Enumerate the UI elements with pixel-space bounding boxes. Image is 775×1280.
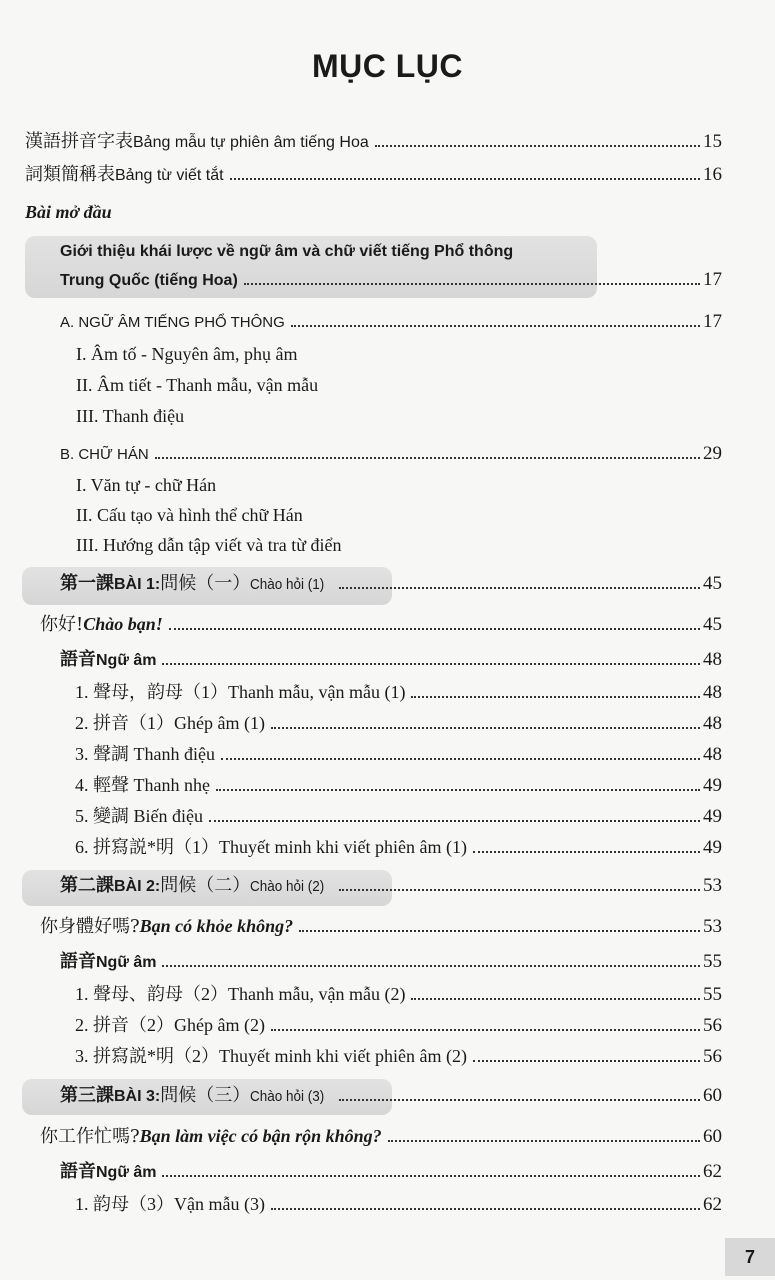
toc-entry-text: 語音	[60, 951, 96, 972]
toc-entry-text: 漢語拼音字表	[25, 131, 133, 152]
toc-entry	[76, 502, 303, 528]
dot-leader	[299, 930, 700, 932]
dot-leader	[375, 145, 700, 147]
toc-entry	[76, 472, 216, 498]
toc-entry-text: Bảng từ viết tắt	[115, 167, 224, 184]
toc-page-number: 29	[703, 443, 722, 464]
page-title: MỤC LỤC	[311, 48, 464, 84]
toc-entry-text: BÀI 2:	[114, 878, 161, 895]
toc-entry	[60, 1083, 722, 1109]
toc-entry-text: 2. 拼音（2）Ghép âm (2)	[75, 1015, 265, 1035]
dot-leader	[221, 758, 700, 760]
toc-entry	[75, 803, 722, 829]
page-number: 7	[725, 1238, 775, 1276]
toc-entry	[75, 1043, 722, 1069]
toc-entry-text: Chào bạn!	[83, 614, 163, 634]
toc-entry-text: Chào hỏi (1)	[250, 576, 325, 593]
toc-entry	[75, 981, 722, 1007]
toc-entry-text: 4. 輕聲 Thanh nhẹ	[75, 775, 210, 795]
toc-entry-text: Bạn làm việc có bận rộn không?	[139, 1126, 382, 1146]
dot-leader	[162, 965, 700, 967]
toc-page-number: 62	[703, 1161, 722, 1182]
toc-entry-text: I. Âm tố - Nguyên âm, phụ âm	[76, 344, 298, 364]
toc-entry-text: 5. 變調 Biến điệu	[75, 806, 203, 826]
toc-entry-text: A. NGỮ ÂM TIẾNG PHỔ THÔNG	[60, 314, 285, 331]
toc-entry	[75, 1191, 722, 1217]
toc-entry-text: II. Âm tiết - Thanh mẫu, vận mẫu	[76, 375, 319, 395]
toc-entry-text: 第三課	[60, 1085, 114, 1106]
toc-page-number: 48	[703, 713, 722, 734]
toc-page-number: 56	[703, 1046, 722, 1067]
toc-entry-text: Trung Quốc (tiếng Hoa)	[60, 272, 238, 289]
intro-heading: Bài mở đầu	[25, 202, 112, 222]
toc-entry-text: Chào hỏi (3)	[250, 1088, 325, 1105]
toc-page-number: 53	[703, 916, 722, 937]
toc-entry	[60, 1159, 722, 1185]
toc-page-number: 62	[703, 1194, 722, 1215]
toc-page-number: 16	[703, 164, 722, 185]
toc-entry-text: 2. 拼音（1）Ghép âm (1)	[75, 713, 265, 733]
toc-entry	[76, 341, 297, 367]
toc-entry-text: Ngữ âm	[96, 954, 157, 971]
dot-leader	[169, 628, 700, 630]
toc-page-number: 49	[703, 837, 722, 858]
dot-leader	[473, 1060, 700, 1062]
toc-entry-text: 問候（三）	[160, 1085, 251, 1106]
toc-entry	[75, 1012, 722, 1038]
toc-entry	[76, 403, 184, 429]
dot-leader	[162, 663, 700, 665]
toc-entry-text: Chào hỏi (2)	[250, 878, 325, 895]
dot-leader	[411, 998, 700, 1000]
toc-entry-text: Bạn có khỏe không?	[139, 916, 294, 936]
toc-page-number: 48	[703, 744, 722, 765]
toc-page-number: 17	[703, 311, 722, 332]
toc-entry-text: Bảng mẫu tự phiên âm tiếng Hoa	[133, 134, 369, 151]
toc-entry-text: 你身體好嗎?	[40, 916, 140, 937]
toc-entry-text: 語音	[60, 649, 96, 670]
toc-entry-text: I. Văn tự - chữ Hán	[76, 475, 217, 495]
toc-entry-text: 3. 聲調 Thanh điệu	[75, 744, 215, 764]
toc-page-number: 45	[703, 614, 722, 635]
toc-entry	[25, 129, 722, 155]
toc-entry	[60, 873, 722, 899]
dot-leader	[155, 457, 700, 459]
toc-entry	[60, 267, 722, 293]
toc-page-number: 17	[703, 269, 722, 290]
toc-entry	[75, 772, 722, 798]
toc-entry-text: 你工作忙嗎?	[40, 1126, 140, 1147]
toc-entry	[40, 1123, 722, 1149]
toc-entry-text: Ngữ âm	[96, 652, 157, 669]
toc-entry-text: 1. 聲母，韵母（1）Thanh mẫu, vận mẫu (1)	[75, 682, 406, 702]
toc-page-number: 15	[703, 131, 722, 152]
toc-entry-text: II. Cấu tạo và hình thể chữ Hán	[76, 505, 303, 525]
toc-entry	[60, 949, 722, 975]
toc-entry	[60, 647, 722, 673]
dot-leader	[244, 283, 700, 285]
toc-page-number: 60	[703, 1085, 722, 1106]
toc-entry-text: 第二課	[60, 875, 114, 896]
dot-leader	[339, 889, 700, 891]
dot-leader	[162, 1175, 700, 1177]
dot-leader	[216, 789, 700, 791]
toc-entry-text: 語音	[60, 1161, 96, 1182]
toc-entry	[75, 679, 722, 705]
dot-leader	[339, 1099, 700, 1101]
dot-leader	[271, 727, 700, 729]
toc-entry	[60, 309, 722, 335]
toc-entry	[75, 710, 722, 736]
toc-page-number: 48	[703, 649, 722, 670]
toc-entry	[60, 441, 722, 467]
toc-entry-text: 1. 聲母、韵母（2）Thanh mẫu, vận mẫu (2)	[75, 984, 406, 1004]
toc-entry-text: 第一課	[60, 573, 114, 594]
toc-page-number: 49	[703, 806, 722, 827]
toc-page-number: 53	[703, 875, 722, 896]
dot-leader	[230, 178, 700, 180]
toc-entry-text: 問候（二）	[160, 875, 251, 896]
toc-entry-text: 你好!	[40, 614, 84, 635]
toc-entry-text: Giới thiệu khái lược về ngữ âm và chữ viết tiếng Phổ thông	[60, 243, 514, 260]
toc-page-number: 55	[703, 951, 722, 972]
toc-page-number: 48	[703, 682, 722, 703]
toc-entry	[25, 162, 722, 188]
dot-leader	[209, 820, 700, 822]
dot-leader	[291, 325, 700, 327]
toc-entry-text: BÀI 3:	[114, 1088, 161, 1105]
dot-leader	[339, 587, 700, 589]
toc-entry-text: 3. 拼寫説*明（2）Thuyết minh khi viết phiên âm (2)	[75, 1046, 467, 1066]
toc-entry	[40, 611, 722, 637]
toc-entry-text: 詞類簡稱表	[25, 164, 115, 185]
toc-entry-text: 問候（一）	[160, 573, 251, 594]
toc-page-number: 60	[703, 1126, 722, 1147]
toc-entry	[76, 532, 341, 558]
toc-entry-text: Ngữ âm	[96, 1164, 157, 1181]
toc-entry-text: 6. 拼寫説*明（1）Thuyết minh khi viết phiên âm (1)	[75, 837, 467, 857]
toc-entry	[75, 741, 722, 767]
dot-leader	[411, 696, 700, 698]
toc-entry	[76, 372, 318, 398]
dot-leader	[388, 1140, 700, 1142]
toc-entry-text: 1. 韵母（3）Vận mẫu (3)	[75, 1194, 265, 1214]
dot-leader	[271, 1208, 700, 1210]
toc-page-number: 49	[703, 775, 722, 796]
toc-page-number: 56	[703, 1015, 722, 1036]
toc-page-number: 55	[703, 984, 722, 1005]
toc-entry-text: B. CHỮ HÁN	[60, 446, 149, 463]
toc-entry-text: III. Hướng dẫn tập viết và tra từ điển	[76, 535, 342, 555]
toc-entry	[40, 913, 722, 939]
toc-entry-text: III. Thanh điệu	[76, 406, 185, 426]
toc-page-number: 45	[703, 573, 722, 594]
toc-entry	[60, 571, 722, 597]
toc-entry-text: BÀI 1:	[114, 576, 161, 593]
dot-leader	[271, 1029, 700, 1031]
toc-entry	[60, 239, 513, 265]
toc-entry	[75, 834, 722, 860]
dot-leader	[473, 851, 700, 853]
